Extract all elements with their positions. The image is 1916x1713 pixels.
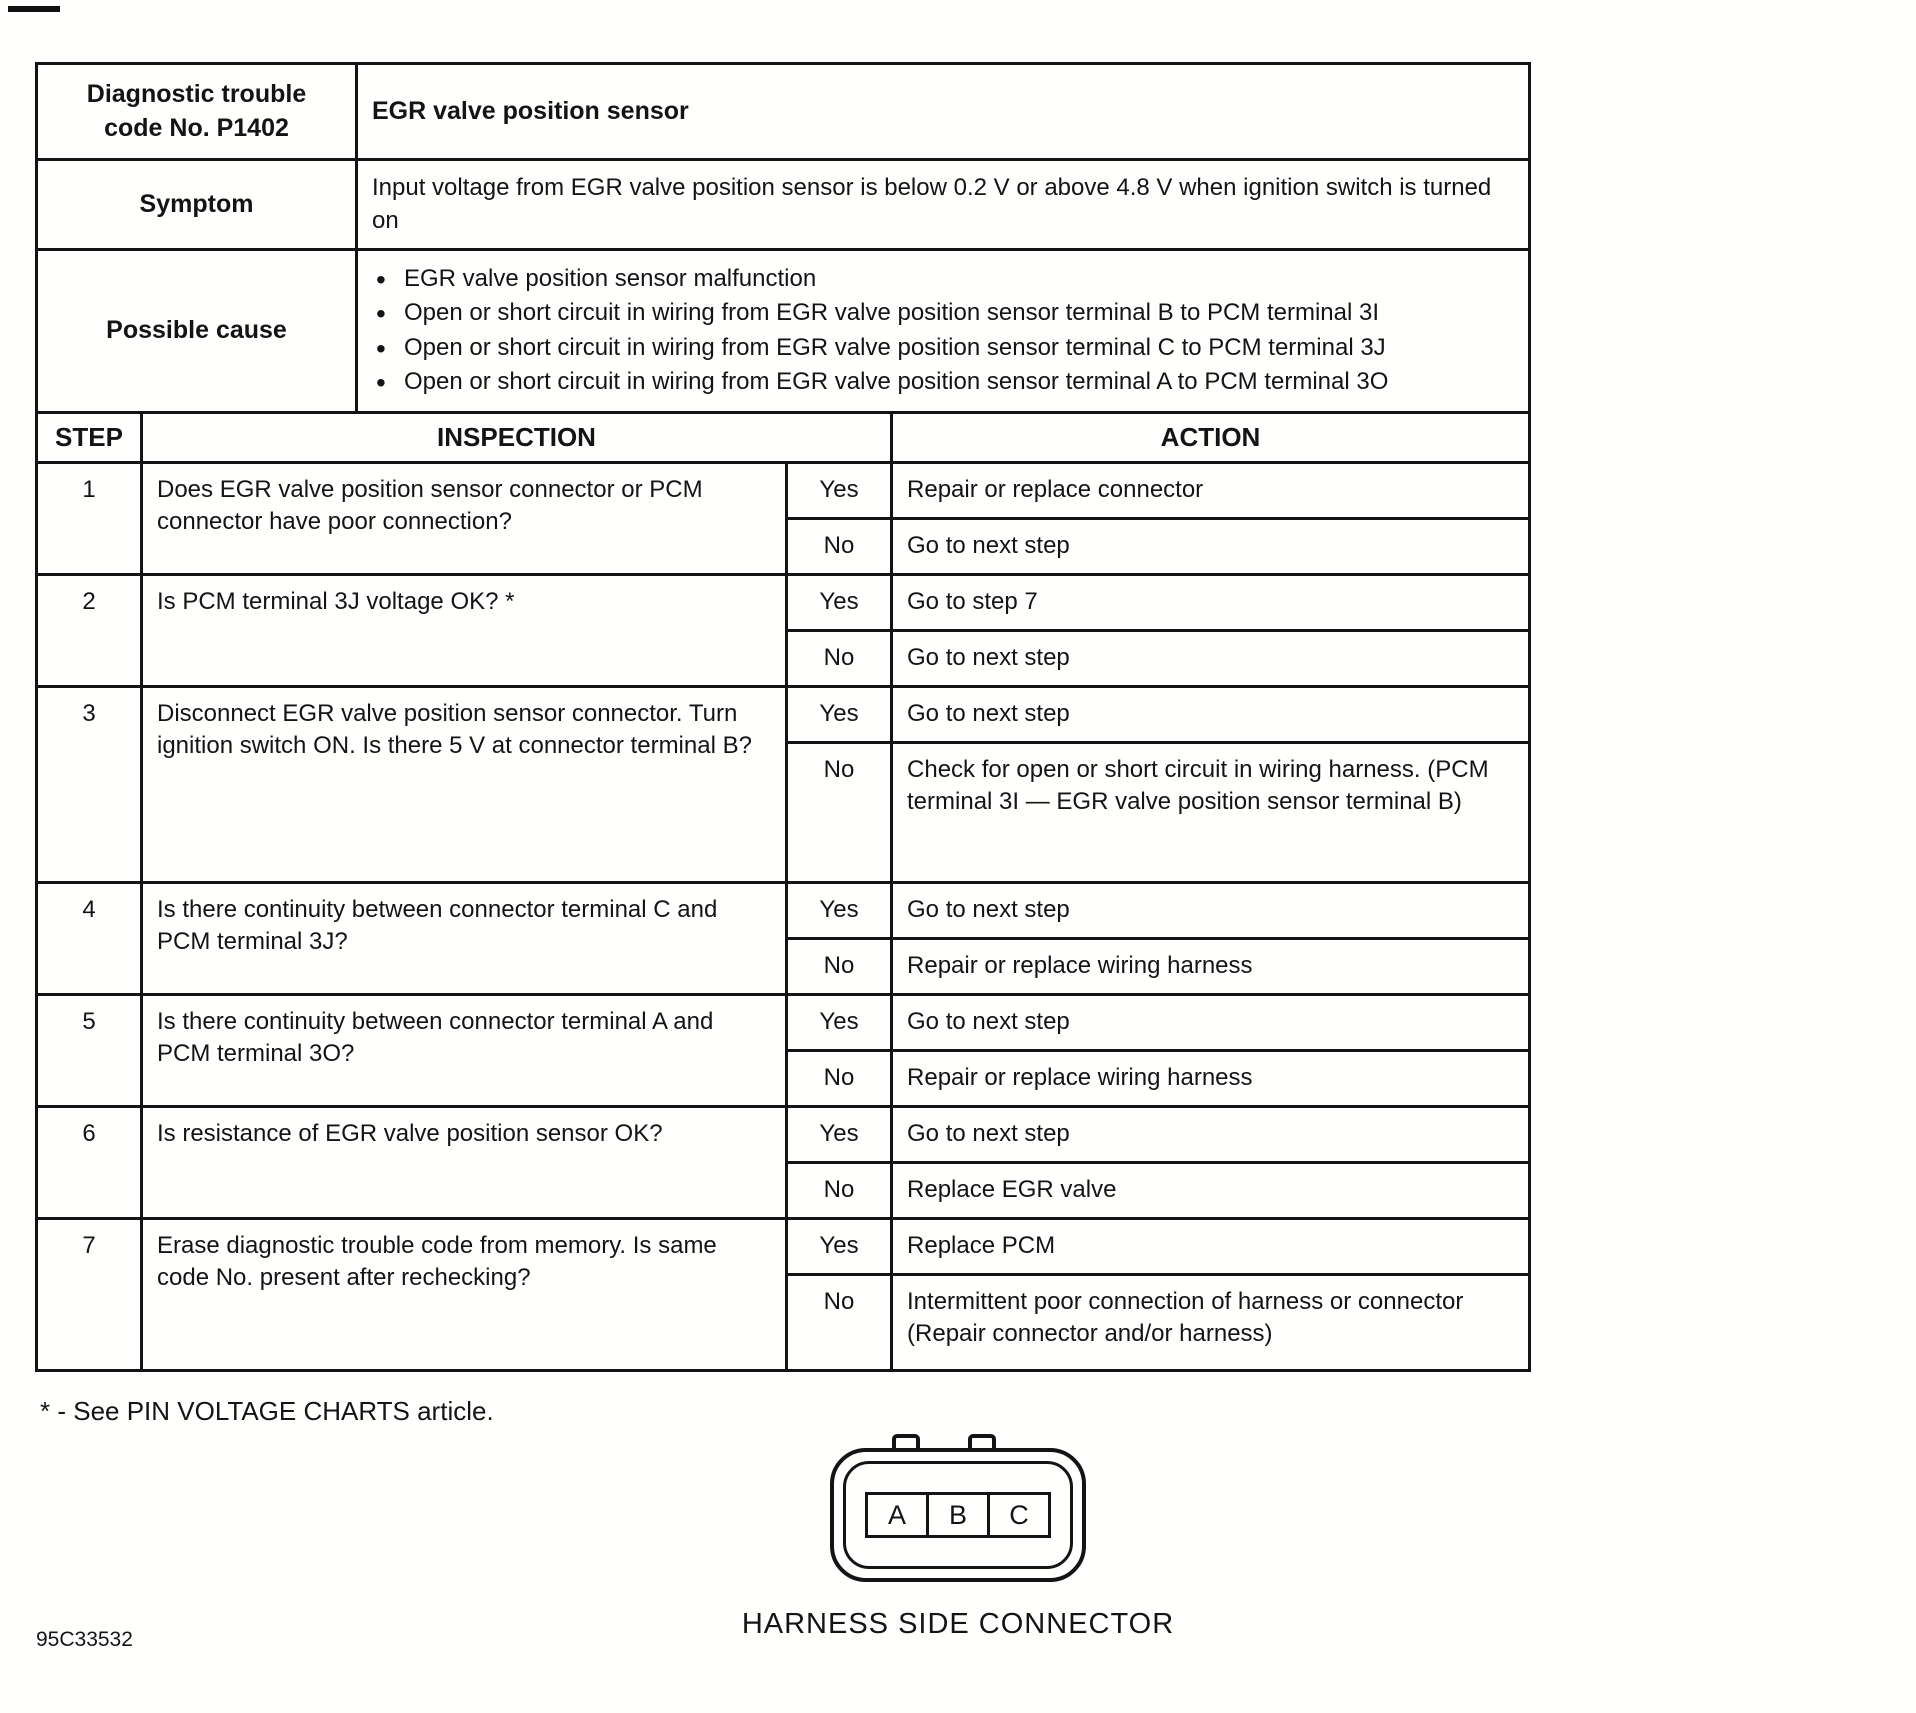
inspection-cell: Does EGR valve position sensor connector or PCM connector have poor connection? <box>142 462 787 574</box>
answer-cell: Yes <box>787 574 892 630</box>
action-cell: Go to next step <box>892 882 1530 938</box>
cause-item: • EGR valve position sensor malfunction <box>372 263 1514 295</box>
action-cell: Go to next step <box>892 518 1530 574</box>
col-header-step: STEP <box>37 412 142 462</box>
answer-cell: No <box>787 1162 892 1218</box>
inspection-cell: Disconnect EGR valve position sensor connector. Turn ignition switch ON. Is there 5 V at connector terminal B? <box>142 686 787 882</box>
table-row <box>37 994 1530 1050</box>
answer-cell: No <box>787 742 892 882</box>
step-number: 2 <box>37 574 142 686</box>
col-header-action: ACTION <box>892 412 1530 462</box>
connector-caption: HARNESS SIDE CONNECTOR <box>741 1608 1175 1640</box>
answer-cell: No <box>787 938 892 994</box>
terminal-strip <box>865 1492 1051 1538</box>
code-label: Diagnostic trouble code No. P1402 <box>37 64 357 160</box>
inspection-cell: Is there continuity between connector terminal C and PCM terminal 3J? <box>142 882 787 994</box>
answer-cell: No <box>787 1050 892 1106</box>
action-cell: Repair or replace wiring harness <box>892 938 1530 994</box>
code-row <box>37 64 1530 160</box>
action-cell: Repair or replace connector <box>892 462 1530 518</box>
action-cell: Intermittent poor connection of harness or connector (Repair connector and/or harness) <box>892 1274 1530 1370</box>
table-row <box>37 574 1530 630</box>
answer-cell: Yes <box>787 882 892 938</box>
action-cell: Check for open or short circuit in wiring harness. (PCM terminal 3I — EGR valve position sensor terminal B) <box>892 742 1530 882</box>
answer-cell: Yes <box>787 1106 892 1162</box>
step-number: 3 <box>37 686 142 882</box>
answer-cell: Yes <box>787 1218 892 1274</box>
table-row <box>37 1218 1530 1274</box>
inspection-cell: Is there continuity between connector terminal A and PCM terminal 3O? <box>142 994 787 1106</box>
connector-figure <box>0 1448 1916 1641</box>
symptom-row <box>37 160 1530 250</box>
inspection-cell: Is PCM terminal 3J voltage OK? * <box>142 574 787 686</box>
table-row <box>37 1106 1530 1162</box>
action-cell: Go to next step <box>892 686 1530 742</box>
answer-cell: Yes <box>787 994 892 1050</box>
cause-item: • Open or short circuit in wiring from EGR valve position sensor terminal C to PCM terminal 3J <box>372 332 1514 364</box>
action-cell: Go to next step <box>892 630 1530 686</box>
answer-cell: Yes <box>787 686 892 742</box>
cause-item: • Open or short circuit in wiring from EGR valve position sensor terminal B to PCM terminal 3I <box>372 297 1514 329</box>
inspection-cell: Erase diagnostic trouble code from memory. Is same code No. present after rechecking? <box>142 1218 787 1370</box>
step-number: 4 <box>37 882 142 994</box>
diagnostic-tables <box>35 62 1528 1372</box>
cause-list <box>372 263 1514 399</box>
table-row <box>37 462 1530 518</box>
figure-id: 95C33532 <box>36 1628 133 1651</box>
step-number: 5 <box>37 994 142 1106</box>
scan-artifact <box>8 6 60 12</box>
possible-cause-label: Possible cause <box>37 250 357 413</box>
terminal-b: B <box>926 1492 990 1538</box>
cause-item: • Open or short circuit in wiring from EGR valve position sensor terminal A to PCM terminal 3O <box>372 366 1514 398</box>
possible-cause-row <box>37 250 1530 413</box>
answer-cell: No <box>787 1274 892 1370</box>
symptom-label: Symptom <box>37 160 357 250</box>
trouble-code-info-table <box>35 62 1531 414</box>
code-value: EGR valve position sensor <box>357 64 1530 160</box>
inspection-cell: Is resistance of EGR valve position sensor OK? <box>142 1106 787 1218</box>
answer-cell: No <box>787 630 892 686</box>
action-cell: Replace EGR valve <box>892 1162 1530 1218</box>
terminal-a: A <box>865 1492 929 1538</box>
table-header-row <box>37 412 1530 462</box>
action-cell: Repair or replace wiring harness <box>892 1050 1530 1106</box>
step-number: 6 <box>37 1106 142 1218</box>
connector-outer-outline <box>830 1448 1086 1582</box>
table-row <box>37 882 1530 938</box>
inspection-steps-table <box>35 411 1531 1372</box>
answer-cell: No <box>787 518 892 574</box>
action-cell: Replace PCM <box>892 1218 1530 1274</box>
symptom-value: Input voltage from EGR valve position sensor is below 0.2 V or above 4.8 V when ignition switch is turned on <box>357 160 1530 250</box>
step-number: 1 <box>37 462 142 574</box>
possible-cause-list-cell <box>357 250 1530 413</box>
action-cell: Go to next step <box>892 1106 1530 1162</box>
table-row <box>37 686 1530 742</box>
step-number: 7 <box>37 1218 142 1370</box>
connector-drawing <box>830 1448 1086 1582</box>
pin-voltage-footnote: * - See PIN VOLTAGE CHARTS article. <box>40 1396 494 1426</box>
col-header-inspection: INSPECTION <box>142 412 892 462</box>
action-cell: Go to step 7 <box>892 574 1530 630</box>
action-cell: Go to next step <box>892 994 1530 1050</box>
answer-cell: Yes <box>787 462 892 518</box>
terminal-c: C <box>987 1492 1051 1538</box>
